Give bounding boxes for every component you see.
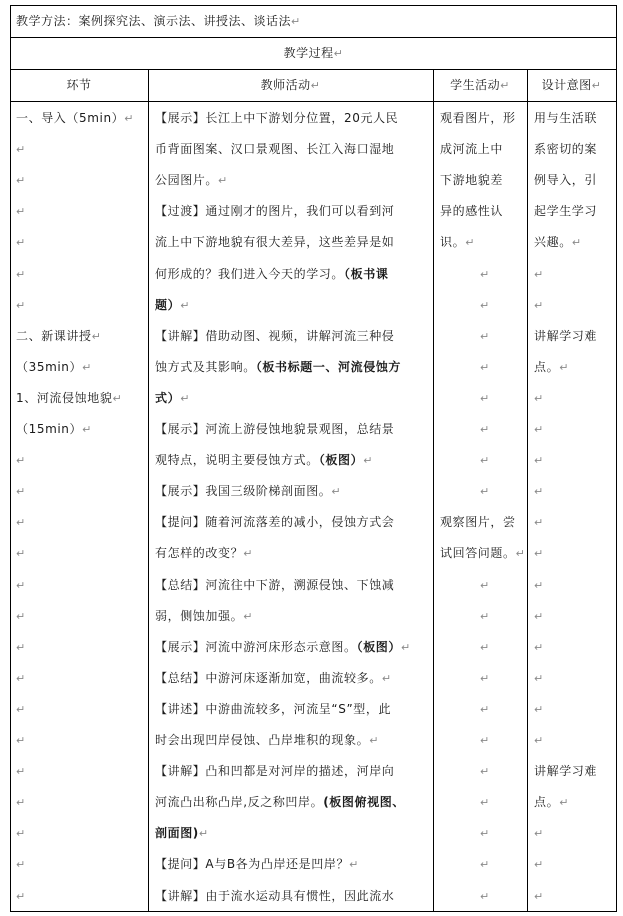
design-line	[534, 110, 597, 126]
paragraph-mark: ↵	[16, 827, 26, 841]
board-note: 剖面图)	[155, 826, 199, 841]
paragraph-mark: ↵	[480, 485, 490, 499]
paragraph-mark: ↵	[515, 547, 526, 561]
line-text: 中游曲流较多，河流呈“S”型，此	[205, 701, 392, 716]
paragraph-mark: ↵	[480, 267, 490, 281]
paragraph-mark: ↵	[331, 485, 342, 499]
design-line	[534, 608, 544, 625]
row-divider-methods	[10, 37, 617, 38]
line-text: 观察图片，尝	[440, 515, 516, 530]
paragraph-mark: ↵	[480, 454, 490, 468]
stage-line	[16, 577, 26, 594]
paragraph-mark: ↵	[571, 236, 582, 250]
paragraph-mark: ↵	[480, 889, 490, 903]
paragraph-mark: ↵	[480, 298, 490, 312]
line-text: （35min）	[16, 359, 83, 374]
student-line	[440, 514, 516, 530]
table-right-border	[616, 5, 617, 912]
paragraph-mark: ↵	[480, 827, 490, 841]
teacher-line	[155, 763, 394, 779]
stage-line	[16, 639, 26, 656]
paragraph-mark: ↵	[333, 47, 344, 60]
stage-line	[16, 203, 26, 220]
teacher-line	[155, 732, 379, 749]
student-line	[440, 203, 503, 219]
design-line	[534, 514, 544, 531]
paragraph-mark: ↵	[112, 391, 123, 405]
teacher-line	[155, 203, 394, 219]
student-line	[480, 763, 490, 780]
paragraph-mark: ↵	[16, 174, 26, 188]
teacher-line	[155, 639, 411, 656]
paragraph-mark: ↵	[291, 15, 301, 28]
paragraph-mark: ↵	[480, 423, 490, 436]
teacher-line	[155, 794, 405, 810]
student-line	[480, 888, 490, 905]
line-text: 成河流上中	[440, 142, 504, 157]
line-text: 由于流水运动具有惯性，因此流水	[205, 888, 395, 903]
paragraph-mark: ↵	[534, 267, 544, 281]
teacher-line	[155, 545, 253, 562]
teacher-line	[155, 390, 190, 407]
student-line	[480, 266, 490, 283]
paragraph-mark: ↵	[534, 547, 544, 561]
paragraph-mark: ↵	[16, 858, 26, 872]
paragraph-mark: ↵	[480, 734, 490, 747]
paragraph-mark: ↵	[180, 298, 191, 312]
paragraph-mark: ↵	[16, 454, 26, 468]
board-note: 式）	[155, 390, 181, 405]
stage-line	[16, 514, 26, 531]
paragraph-mark: ↵	[16, 734, 26, 747]
teacher-line	[155, 483, 341, 500]
col-divider-2	[433, 69, 434, 912]
table-left-border	[10, 5, 11, 912]
teaching-methods	[16, 13, 301, 30]
paragraph-mark: ↵	[16, 765, 26, 779]
paragraph-mark: ↵	[534, 671, 544, 685]
stage-line	[16, 732, 26, 749]
student-line	[480, 452, 490, 469]
activity-tag: 【讲解】	[155, 328, 206, 343]
stage-line	[16, 297, 26, 314]
line-text: 1、河流侵蚀地貌	[16, 390, 113, 405]
teacher-line	[155, 234, 394, 250]
line-text: 识。	[440, 235, 466, 250]
paragraph-mark: ↵	[16, 547, 26, 561]
board-note: 题）	[155, 297, 181, 312]
student-line	[440, 172, 503, 188]
student-line	[480, 359, 490, 376]
teacher-line	[155, 670, 392, 687]
teacher-line	[155, 856, 359, 873]
paragraph-mark: ↵	[480, 765, 490, 779]
header-stage-text: 环节	[66, 78, 92, 92]
teacher-line	[155, 266, 388, 282]
design-line	[534, 732, 544, 749]
teacher-line	[155, 359, 401, 375]
stage-line	[16, 110, 134, 127]
line-text: 蚀方式及其影响。	[155, 359, 256, 374]
board-note: （板图）	[356, 639, 402, 654]
stage-line	[16, 545, 26, 562]
stage-line	[16, 483, 26, 500]
line-text: 河流上游侵蚀地貌景观图，总结景	[205, 422, 395, 436]
stage-line	[16, 670, 26, 687]
design-line	[534, 297, 544, 314]
teacher-line	[155, 825, 209, 842]
paragraph-mark: ↵	[480, 578, 490, 592]
line-text: （15min）	[16, 422, 83, 436]
paragraph-mark: ↵	[91, 329, 102, 343]
student-line	[480, 825, 490, 842]
paragraph-mark: ↵	[82, 423, 92, 436]
stage-line	[16, 794, 26, 811]
design-line	[534, 545, 544, 562]
stage-line	[16, 888, 26, 905]
board-note: （板书课	[344, 266, 389, 281]
activity-tag: 【总结】	[155, 577, 206, 592]
design-line	[534, 701, 544, 718]
paragraph-mark: ↵	[480, 858, 490, 872]
paragraph-mark: ↵	[16, 578, 26, 592]
design-line	[534, 888, 544, 905]
line-text: 我国三级阶梯剖面图。	[205, 484, 332, 499]
stage-line	[16, 825, 26, 842]
student-line	[480, 794, 490, 811]
paragraph-mark: ↵	[534, 423, 544, 436]
line-text: 通过刚才的图片，我们可以看到河	[205, 204, 395, 219]
paragraph-mark: ↵	[16, 143, 26, 157]
line-text: 讲解学习难	[534, 764, 598, 779]
line-text: 借助动图、视频，讲解河流三种侵	[205, 328, 395, 343]
teacher-line	[155, 608, 253, 625]
paragraph-mark: ↵	[534, 298, 544, 312]
design-line	[534, 359, 569, 376]
row-divider-headers	[10, 101, 617, 102]
line-text: 一、导入（5min）	[16, 111, 125, 125]
line-text: 河流往中下游，溯源侵蚀、下蚀减	[205, 577, 395, 592]
paragraph-mark: ↵	[16, 267, 26, 281]
design-line	[534, 639, 544, 656]
paragraph-mark: ↵	[480, 329, 490, 343]
student-line	[480, 732, 490, 749]
line-text: 河流凸出称凸岸,反之称凹岸。	[155, 795, 324, 810]
teacher-line	[155, 172, 228, 189]
stage-line	[16, 701, 26, 718]
line-text: 何形成的？我们进入今天的学习。	[155, 266, 345, 281]
design-line	[534, 452, 544, 469]
paragraph-mark: ↵	[534, 858, 544, 872]
paragraph-mark: ↵	[16, 298, 26, 312]
design-line	[534, 856, 544, 873]
line-text: 下游地貌差	[440, 173, 504, 188]
student-line	[440, 234, 475, 251]
paragraph-mark: ↵	[363, 454, 374, 468]
line-text: 点。	[534, 359, 560, 374]
teacher-line	[155, 110, 398, 126]
paragraph-mark: ↵	[82, 360, 92, 374]
stage-line	[16, 856, 26, 873]
stage-line	[16, 390, 122, 407]
paragraph-mark: ↵	[534, 485, 544, 499]
header-student-text: 学生活动	[450, 78, 501, 92]
line-text: 兴趣。	[534, 235, 572, 250]
activity-tag: 【总结】	[155, 670, 206, 685]
student-line	[480, 856, 490, 873]
paragraph-mark: ↵	[534, 454, 544, 468]
col-divider-1	[148, 69, 149, 912]
teacher-line	[155, 297, 190, 314]
teacher-line	[155, 452, 373, 469]
stage-line	[16, 172, 26, 189]
line-text: 点。	[534, 795, 560, 810]
student-line	[480, 670, 490, 687]
paragraph-mark: ↵	[310, 79, 321, 92]
paragraph-mark: ↵	[16, 485, 26, 499]
design-line	[534, 390, 544, 407]
line-text: 观看图片，形	[440, 111, 516, 125]
paragraph-mark: ↵	[16, 702, 26, 716]
design-line	[534, 172, 597, 188]
paragraph-mark: ↵	[16, 889, 26, 903]
board-note: （板书标题一、河流侵蚀方	[255, 359, 402, 374]
activity-tag: 【讲解】	[155, 764, 206, 779]
activity-tag: 【过渡】	[155, 204, 206, 219]
paragraph-mark: ↵	[180, 391, 191, 405]
teacher-line	[155, 514, 394, 530]
student-line	[480, 297, 490, 314]
design-line	[534, 483, 544, 500]
paragraph-mark: ↵	[16, 516, 26, 530]
teaching-methods-text: 教学方法：案例探究法、演示法、讲授法、谈话法	[16, 14, 292, 28]
student-line	[440, 545, 525, 562]
paragraph-mark: ↵	[480, 702, 490, 716]
line-text: 有怎样的改变？	[155, 546, 244, 561]
paragraph-mark: ↵	[534, 827, 544, 841]
header-design-text: 设计意图	[541, 78, 592, 92]
stage-line	[16, 234, 26, 251]
paragraph-mark: ↵	[500, 79, 510, 92]
paragraph-mark: ↵	[480, 609, 490, 623]
col-divider-3	[527, 69, 528, 912]
design-line	[534, 670, 544, 687]
student-line	[440, 110, 516, 126]
student-line	[480, 421, 490, 438]
teacher-line	[155, 888, 394, 904]
header-teacher	[148, 77, 433, 94]
paragraph-mark: ↵	[534, 889, 544, 903]
paragraph-mark: ↵	[534, 578, 544, 592]
table-top-border	[10, 5, 617, 6]
design-line	[534, 825, 544, 842]
row-divider-process	[10, 69, 617, 70]
stage-line	[16, 608, 26, 625]
paragraph-mark: ↵	[534, 609, 544, 623]
design-line	[534, 203, 597, 219]
paragraph-mark: ↵	[534, 391, 544, 405]
line-text: 随着河流落差的减小，侵蚀方式会	[205, 515, 395, 530]
teacher-line	[155, 328, 394, 344]
paragraph-mark: ↵	[534, 702, 544, 716]
activity-tag: 【提问】	[155, 515, 206, 530]
design-line	[534, 763, 597, 779]
stage-line	[16, 452, 26, 469]
student-line	[480, 328, 490, 345]
line-text: 河流中游河床形态示意图。	[205, 639, 357, 654]
header-design	[527, 77, 616, 94]
paragraph-mark: ↵	[243, 609, 254, 623]
paragraph-mark: ↵	[16, 205, 26, 219]
paragraph-mark: ↵	[559, 360, 570, 374]
paragraph-mark: ↵	[16, 640, 26, 654]
header-stage	[10, 77, 148, 93]
activity-tag: 【展示】	[155, 422, 206, 436]
line-text: 观特点，说明主要侵蚀方式。	[155, 453, 319, 468]
line-text: 二、新课讲授	[16, 328, 92, 343]
paragraph-mark: ↵	[16, 609, 26, 623]
board-note: （板图）	[318, 453, 364, 468]
line-text: 长江上中下游划分位置，20元人民	[205, 111, 399, 125]
teacher-line	[155, 141, 394, 157]
design-line	[534, 234, 582, 251]
paragraph-mark: ↵	[16, 796, 26, 810]
paragraph-mark: ↵	[381, 671, 392, 685]
paragraph-mark: ↵	[369, 734, 380, 747]
process-title-text: 教学过程	[283, 46, 334, 60]
header-student	[433, 77, 527, 94]
student-line	[480, 639, 490, 656]
paragraph-mark: ↵	[124, 112, 135, 125]
paragraph-mark: ↵	[534, 640, 544, 654]
paragraph-mark: ↵	[534, 734, 544, 747]
paragraph-mark: ↵	[16, 236, 26, 250]
teacher-line	[155, 421, 394, 437]
stage-line	[16, 421, 92, 438]
paragraph-mark: ↵	[480, 671, 490, 685]
stage-line	[16, 328, 101, 345]
line-text: 凸和凹都是对河岸的描述，河岸向	[205, 764, 395, 779]
board-note: (板图俯视图、	[323, 795, 405, 810]
paragraph-mark: ↵	[401, 640, 411, 654]
paragraph-mark: ↵	[534, 516, 544, 530]
activity-tag: 【讲述】	[155, 701, 206, 716]
stage-line	[16, 359, 92, 376]
activity-tag: 【讲解】	[155, 888, 206, 903]
stage-line	[16, 141, 26, 158]
line-text: 例导入，引	[534, 173, 598, 188]
student-line	[480, 390, 490, 407]
paragraph-mark: ↵	[243, 547, 254, 561]
paragraph-mark: ↵	[465, 236, 476, 250]
design-line	[534, 421, 544, 438]
activity-tag: 【提问】	[155, 857, 206, 872]
line-text: 公园图片。	[155, 173, 219, 188]
paragraph-mark: ↵	[559, 796, 570, 810]
paragraph-mark: ↵	[16, 671, 26, 685]
activity-tag: 【展示】	[155, 111, 206, 125]
stage-line	[16, 763, 26, 780]
table-bottom-border	[10, 911, 617, 912]
line-text: 异的感性认	[440, 204, 504, 219]
paragraph-mark: ↵	[218, 174, 228, 188]
design-line	[534, 266, 544, 283]
line-text: 起学生学习	[534, 204, 598, 219]
header-teacher-text: 教师活动	[260, 78, 311, 92]
design-line	[534, 794, 569, 811]
line-text: 讲解学习难	[534, 328, 598, 343]
design-line	[534, 141, 597, 157]
paragraph-mark: ↵	[480, 796, 490, 810]
activity-tag: 【展示】	[155, 639, 206, 654]
student-line	[480, 701, 490, 718]
paragraph-mark: ↵	[198, 827, 209, 841]
student-line	[480, 608, 490, 625]
line-text: 用与生活联	[534, 111, 598, 125]
paragraph-mark: ↵	[480, 640, 490, 654]
student-line	[480, 577, 490, 594]
line-text: 时会出现凹岸侵蚀、凸岸堆积的现象。	[155, 733, 370, 747]
paragraph-mark: ↵	[349, 858, 359, 872]
design-line	[534, 577, 544, 594]
line-text: 中游河床逐渐加宽，曲流较多。	[205, 670, 382, 685]
line-text: 弱，侧蚀加强。	[155, 608, 244, 623]
paragraph-mark: ↵	[591, 79, 602, 92]
teacher-line	[155, 701, 391, 717]
teacher-line	[155, 577, 394, 593]
student-line	[480, 483, 490, 500]
paragraph-mark: ↵	[480, 360, 490, 374]
process-title	[10, 45, 617, 62]
student-line	[440, 141, 503, 157]
activity-tag: 【展示】	[155, 484, 206, 499]
paragraph-mark: ↵	[480, 391, 490, 405]
line-text: 币背面图案、汉口景观图、长江入海口湿地	[155, 142, 395, 157]
line-text: 流上中下游地貌有很大差异，这些差异是如	[155, 235, 395, 250]
line-text: A与B各为凸岸还是凹岸？	[205, 857, 350, 872]
stage-line	[16, 266, 26, 283]
design-line	[534, 328, 597, 344]
line-text: 试回答问题。	[440, 546, 516, 561]
line-text: 系密切的案	[534, 142, 598, 157]
